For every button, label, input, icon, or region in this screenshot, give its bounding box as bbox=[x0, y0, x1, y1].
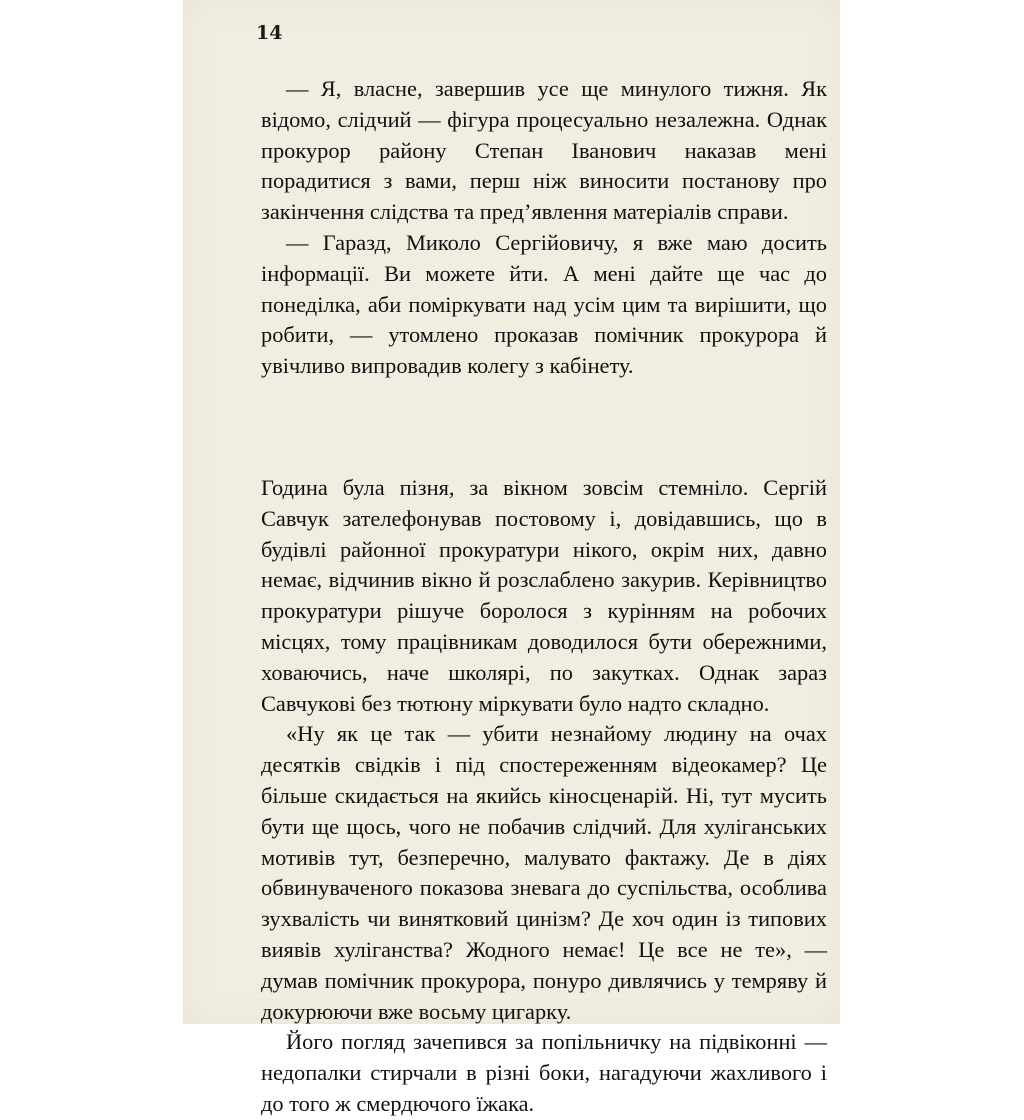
dialogue-section bbox=[261, 74, 827, 382]
book-page bbox=[183, 0, 840, 1116]
dialogue-paragraph-2: — Гаразд, Миколо Сергійовичу, я вже маю досить інформації. Ви можете йти. А мені дайте ще час до понеділка, аби поміркувати над усім цим та вирішити, що робити, — утомлено проказав помічник прокурора й увічливо випровадив колегу з кабінету. bbox=[261, 229, 827, 379]
dialogue-paragraph-1: — Я, власне, завершив усе ще минулого тижня. Як відомо, слідчий — фігура процесуально незалежна. Однак прокурор району Степан Іванович наказав мені порадитися з вами, перш ніж виносити постанову про закінчення слідства та пред’явлення матеріалів справи. bbox=[261, 76, 827, 225]
narrative-section bbox=[261, 473, 827, 1120]
narrative-paragraph-3: Його погляд зачепився за попільничку на підвіконні — недопалки стирчали в різні боки, нагадуючи жахливого і до того ж смердючого їжака. bbox=[261, 1029, 827, 1116]
narrative-paragraph-1: Година була пізня, за вікном зовсім стемніло. Сергій Савчук зателефонував постовому і, довідавшись, що в будівлі районної прокуратури нікого, окрім них, давно немає, відчинив вікно й розслаблено закурив. Керівництво прокуратури рішуче боролося з курінням на робочих місцях, тому працівникам доводилося бути обережними, ховаючись, наче школярі, по закутках. Однак зараз Савчукові без тютюну міркувати було надто складно. bbox=[261, 475, 827, 716]
page-number: 14 bbox=[256, 22, 283, 44]
narrative-paragraph-2: «Ну як це так — убити незнайому людину на очах десятків свідків і під спостереженням відеокамер? Це більше скидається на якийсь кіносценарій. Ні, тут мусить бути ще щось, чого не побачив слідчий. Для хуліганських мотивів тут, безперечно, малувато фактажу. Де в діях обвинуваченого показова зневага до суспільства, особлива зухвалість чи винятковий цинізм? Де хоч один із типових виявів хуліганства? Жодного немає! Це все не те», — думав помічник прокурора, понуро дивлячись у темряву й докурюючи вже восьму цигарку. bbox=[261, 721, 827, 1024]
